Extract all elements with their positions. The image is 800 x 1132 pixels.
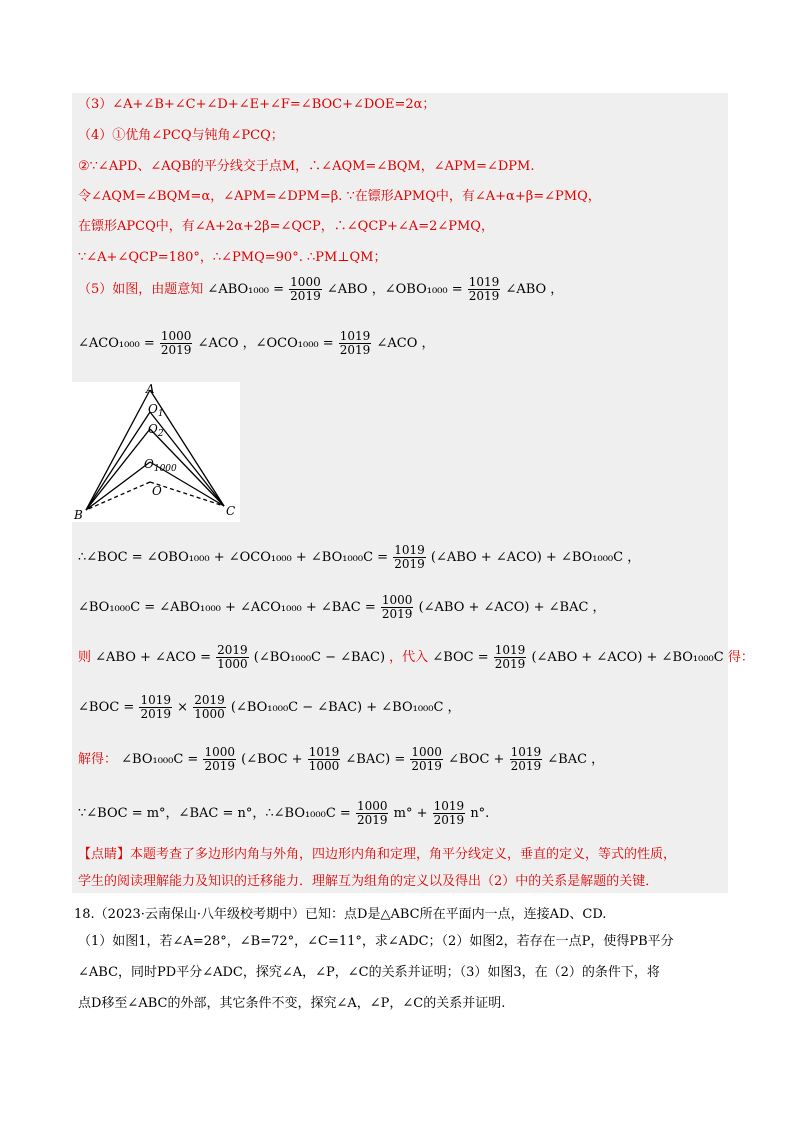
numerator: 1000 (356, 799, 388, 813)
problem-18-stem: 18.（2023·云南保山·八年级校考期中）已知：点D是△ABC所在平面内一点，连接AD、CD. (74, 907, 607, 922)
numerator: 1000 (290, 275, 321, 289)
denominator: 2019 (381, 607, 413, 621)
denominator: 2019 (433, 813, 465, 827)
numerator: 1019 (394, 543, 425, 557)
math: ∠ABO ，∠OBO₁₀₀₀ = (326, 282, 463, 297)
label-B: B (74, 508, 83, 522)
solution-line-4-4: 在镖形APCQ中，有∠A+2α+2β=∠QCP，∴∠QCP+∠A=2∠PMQ， (78, 219, 494, 234)
label-A: A (146, 382, 155, 396)
segment-O1B (86, 412, 150, 510)
text: （5）如图，由题意知 (78, 282, 204, 297)
denominator: 2019 (356, 813, 388, 827)
math: (∠ABO + ∠ACO) + ∠BO₁₀₀₀C (531, 650, 724, 665)
dianjing-line-2: 学生的阅读理解能力及知识的迁移能力．理解互为组角的定义以及得出（2）中的关系是解题的关键． (78, 874, 659, 889)
math: (∠BO₁₀₀₀C − ∠BAC) (253, 650, 386, 665)
math: ∠BOC = (432, 650, 489, 665)
numerator: 1019 (308, 745, 340, 759)
problem-18-line-4: 点D移至∠ABC的外部，其它条件不变，探究∠A，∠P，∠C的关系并证明. (78, 996, 506, 1011)
label-O1000: $O_{1000}$ (144, 457, 177, 474)
numerator: 1000 (160, 329, 192, 343)
equation-4 (78, 694, 461, 721)
fraction (356, 800, 389, 827)
denominator: 2019 (394, 557, 425, 571)
fraction (381, 594, 414, 621)
math: ∠BAC) = (345, 752, 406, 767)
label-O: O (152, 484, 162, 498)
math: n°. (470, 806, 490, 821)
figure-svg (72, 382, 240, 522)
geometry-figure (72, 382, 240, 522)
math: ∠ACO ，∠OCO₁₀₀₀ = (197, 336, 334, 351)
solution-line-5-1 (78, 276, 563, 303)
denominator: 2019 (494, 657, 526, 671)
math: ∠ACO ， (376, 336, 435, 351)
equation-1 (78, 544, 640, 571)
fraction (468, 276, 501, 303)
denominator: 2019 (468, 289, 500, 303)
numerator: 1000 (204, 745, 236, 759)
fraction (339, 330, 372, 357)
label-O1: $O_1$ (148, 402, 164, 419)
equation-5 (78, 746, 604, 773)
equation-6 (78, 800, 489, 827)
denominator: 1000 (217, 657, 248, 671)
label-C: C (226, 504, 236, 518)
fraction (494, 644, 527, 671)
math: ∠BO₁₀₀₀C = (121, 752, 199, 767)
numerator: 1019 (494, 643, 526, 657)
solution-line-4-1: （4）①优角∠PCQ与钝角∠PCQ； (78, 128, 284, 143)
text: 得： (727, 650, 754, 665)
text: ，代入 (389, 650, 429, 665)
fraction (510, 746, 543, 773)
fraction (289, 276, 322, 303)
fraction (308, 746, 341, 773)
problem-18-line-2: （1）如图1，若∠A=28°，∠B=72°，∠C=11°，求∠ADC；（2）如图2，若存在一点P，使得PB平分 (78, 934, 674, 949)
denominator: 2019 (339, 343, 371, 357)
math: ∠ABO₁₀₀₀ = (207, 282, 285, 297)
math: (∠BOC + (241, 752, 303, 767)
math: ∠ACO₁₀₀₀ = (78, 336, 155, 351)
solution-line-4-5: ∵∠A+∠QCP=180°，∴∠PMQ=90°. ∴PM⊥QM； (78, 250, 387, 265)
math: ∵∠BOC = m°，∠BAC = n°，∴∠BO₁₀₀₀C = (78, 806, 351, 821)
math: (∠BO₁₀₀₀C − ∠BAC) + ∠BO₁₀₀₀C ， (230, 700, 461, 715)
numerator: 2019 (217, 643, 248, 657)
fraction (393, 544, 426, 571)
dianjing-line-1: 【点睛】本题考查了多边形内角与外角，四边形内角和定理，角平分线定义，垂直的定义，等式的性质， (78, 847, 677, 862)
numerator: 1019 (433, 799, 465, 813)
solution-line-4-3: 令∠AQM=∠BQM=α，∠APM=∠DPM=β. ∵在镖形APMQ中，有∠A+α+β=∠PMQ， (78, 189, 601, 204)
label-O2: $O_2$ (148, 422, 164, 439)
fraction (139, 694, 172, 721)
denominator: 1000 (308, 759, 340, 773)
numerator: 1019 (339, 329, 371, 343)
solution-line-4-2: ②∵∠APD、∠AQB的平分线交于点M，∴∠AQM=∠BQM，∠APM=∠DPM. (78, 159, 535, 174)
math: ∴∠BOC = ∠OBO₁₀₀₀ + ∠OCO₁₀₀₀ + ∠BO₁₀₀₀C = (78, 550, 389, 565)
text: 解得： (78, 752, 118, 767)
fraction (410, 746, 443, 773)
fraction (160, 330, 193, 357)
math: (∠ABO + ∠ACO) + ∠BAC ， (418, 600, 606, 615)
math: (∠ABO + ∠ACO) + ∠BO₁₀₀₀C ， (430, 550, 641, 565)
math: ∠BOC = (78, 700, 135, 715)
denominator: 2019 (290, 289, 321, 303)
math: m° + (393, 806, 428, 821)
denominator: 2019 (204, 759, 236, 773)
solution-line-3: （3）∠A+∠B+∠C+∠D+∠E+∠F=∠BOC+∠DOE=2α； (78, 97, 436, 112)
denominator: 1000 (194, 707, 225, 721)
text: 则 (78, 650, 92, 665)
numerator: 1000 (411, 745, 442, 759)
math: ∠BOC + (448, 752, 505, 767)
denominator: 2019 (411, 759, 442, 773)
denominator: 2019 (160, 343, 192, 357)
equation-2 (78, 594, 606, 621)
math: ∠BAC ， (547, 752, 605, 767)
math: ∠ABO + ∠ACO = (95, 650, 211, 665)
math: ∠ABO ， (505, 282, 564, 297)
numerator: 1019 (510, 745, 542, 759)
denominator: 2019 (140, 707, 172, 721)
math: × (177, 700, 189, 715)
segment-AB (86, 390, 150, 510)
fraction (433, 800, 466, 827)
equation-3 (78, 644, 754, 671)
fraction (193, 694, 226, 721)
problem-18-line-3: ∠ABC，同时PD平分∠ADC，探究∠A，∠P，∠C的关系并证明；（3）如图3，在（2）的条件下，将 (78, 965, 660, 980)
math: ∠BO₁₀₀₀C = ∠ABO₁₀₀₀ + ∠ACO₁₀₀₀ + ∠BAC = (78, 600, 376, 615)
fraction (216, 644, 249, 671)
fraction (203, 746, 236, 773)
numerator: 1019 (140, 693, 172, 707)
numerator: 1000 (381, 593, 413, 607)
numerator: 1019 (468, 275, 500, 289)
solution-line-5-2 (78, 330, 435, 357)
denominator: 2019 (510, 759, 542, 773)
numerator: 2019 (194, 693, 225, 707)
